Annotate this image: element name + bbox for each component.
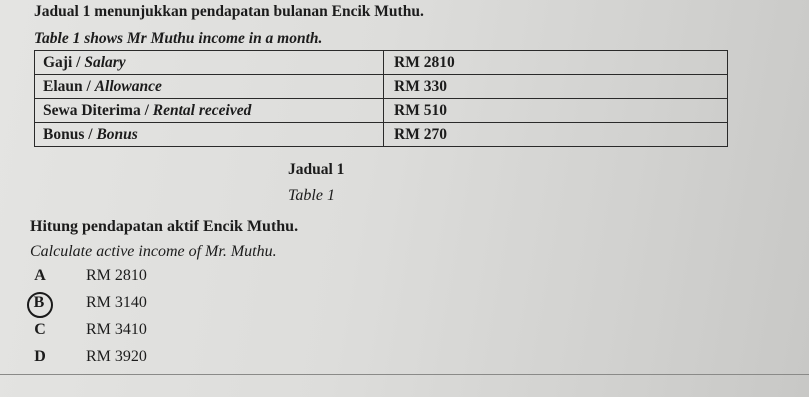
option-text: RM 3410 bbox=[86, 321, 147, 338]
income-label-english: Bonus bbox=[96, 126, 138, 143]
answer-option-d[interactable] bbox=[14, 347, 314, 371]
income-table bbox=[34, 50, 728, 147]
bottom-divider bbox=[0, 374, 809, 375]
answer-option-a[interactable] bbox=[14, 266, 314, 290]
income-value-cell: RM 2810 bbox=[384, 51, 728, 75]
option-text: RM 3140 bbox=[86, 294, 147, 311]
income-label-english: Rental received bbox=[152, 102, 252, 119]
option-text: RM 3920 bbox=[86, 348, 147, 365]
income-value-cell: RM 270 bbox=[384, 123, 728, 147]
label-separator: / bbox=[84, 126, 97, 143]
label-separator: / bbox=[140, 102, 153, 119]
income-label-cell bbox=[35, 99, 384, 123]
income-label-cell bbox=[35, 123, 384, 147]
table-caption-malay: Jadual 1 bbox=[288, 161, 345, 178]
income-label-cell bbox=[35, 75, 384, 99]
income-label-malay: Gaji bbox=[43, 54, 73, 71]
income-value-cell: RM 510 bbox=[384, 99, 728, 123]
income-value-cell: RM 330 bbox=[384, 75, 728, 99]
income-label-malay: Elaun bbox=[43, 78, 83, 95]
answer-option-c[interactable] bbox=[14, 320, 314, 344]
income-label-malay: Bonus bbox=[43, 126, 85, 143]
income-label-malay: Sewa Diterima bbox=[43, 102, 141, 119]
table-caption-english: Table 1 bbox=[288, 187, 335, 204]
answer-option-b[interactable] bbox=[14, 293, 314, 317]
question-english: Calculate active income of Mr. Muthu. bbox=[30, 243, 277, 260]
label-separator: / bbox=[72, 54, 85, 71]
table-row bbox=[35, 123, 728, 147]
table-row bbox=[35, 99, 728, 123]
option-letter: D bbox=[34, 348, 46, 365]
income-label-english: Salary bbox=[84, 54, 126, 71]
option-letter: C bbox=[34, 321, 46, 338]
option-letter: B bbox=[33, 294, 45, 311]
intro-english: Table 1 shows Mr Muthu income in a month. bbox=[34, 30, 323, 47]
income-label-cell bbox=[35, 51, 384, 75]
income-label-english: Allowance bbox=[94, 78, 162, 95]
intro-malay: Jadual 1 menunjukkan pendapatan bulanan Encik Muthu. bbox=[34, 3, 424, 20]
table-row bbox=[35, 75, 728, 99]
question-malay: Hitung pendapatan aktif Encik Muthu. bbox=[30, 218, 299, 235]
label-separator: / bbox=[82, 78, 95, 95]
option-text: RM 2810 bbox=[86, 267, 147, 284]
table-row bbox=[35, 51, 728, 75]
option-letter: A bbox=[34, 267, 46, 284]
